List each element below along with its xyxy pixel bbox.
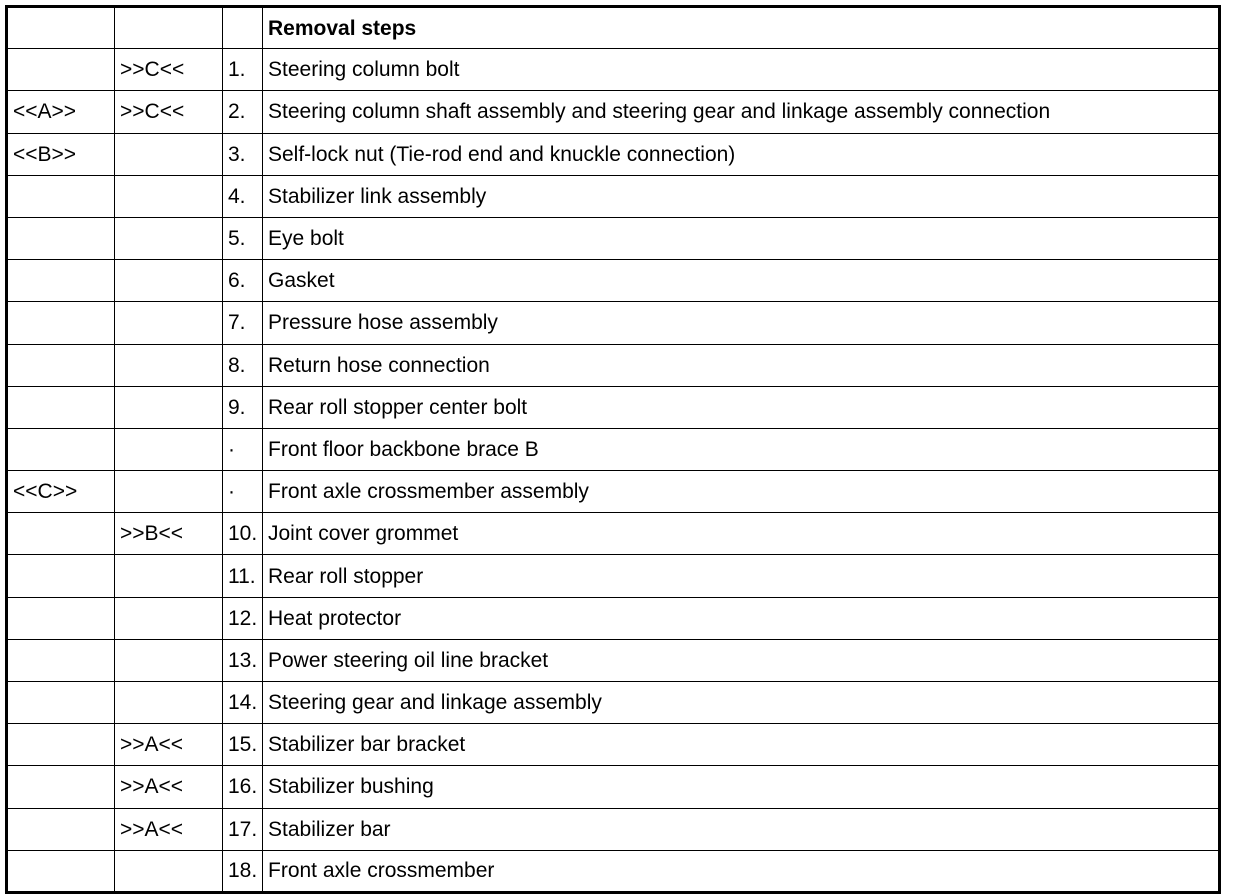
header-title: Removal steps xyxy=(263,7,1220,49)
step-description-cell: Stabilizer link assembly xyxy=(263,175,1220,217)
install-note-cell xyxy=(7,639,115,681)
table-row xyxy=(7,217,1220,259)
step-number-cell: 3. xyxy=(223,133,263,175)
removal-note-cell xyxy=(115,471,223,513)
step-number-cell: 7. xyxy=(223,302,263,344)
removal-note-cell: >>A<< xyxy=(115,766,223,808)
removal-note-cell xyxy=(115,555,223,597)
removal-note-cell xyxy=(115,133,223,175)
step-number-cell: 5. xyxy=(223,217,263,259)
install-note-cell xyxy=(7,260,115,302)
step-description-cell: Return hose connection xyxy=(263,344,1220,386)
table-row xyxy=(7,175,1220,217)
table-row xyxy=(7,302,1220,344)
step-number-cell: 18. xyxy=(223,850,263,892)
step-description-cell: Eye bolt xyxy=(263,217,1220,259)
install-note-cell: <<B>> xyxy=(7,133,115,175)
table-row xyxy=(7,471,1220,513)
removal-note-cell xyxy=(115,386,223,428)
install-note-cell xyxy=(7,428,115,470)
step-number-cell: 12. xyxy=(223,597,263,639)
header-install-note-cell xyxy=(7,7,115,49)
step-number-cell: 15. xyxy=(223,724,263,766)
install-note-cell xyxy=(7,682,115,724)
table-row xyxy=(7,850,1220,892)
install-note-cell xyxy=(7,808,115,850)
install-note-cell xyxy=(7,386,115,428)
removal-note-cell xyxy=(115,682,223,724)
step-number-cell: 8. xyxy=(223,344,263,386)
install-note-cell xyxy=(7,597,115,639)
install-note-cell xyxy=(7,175,115,217)
step-description-cell: Pressure hose assembly xyxy=(263,302,1220,344)
step-number-cell: · xyxy=(223,471,263,513)
step-description-cell: Rear roll stopper center bolt xyxy=(263,386,1220,428)
step-description-cell: Steering gear and linkage assembly xyxy=(263,682,1220,724)
step-number-cell: 14. xyxy=(223,682,263,724)
header-row xyxy=(7,7,1220,49)
step-number-cell: 17. xyxy=(223,808,263,850)
table-row xyxy=(7,766,1220,808)
removal-note-cell: >>C<< xyxy=(115,91,223,133)
removal-note-cell: >>A<< xyxy=(115,724,223,766)
install-note-cell xyxy=(7,49,115,91)
table-row xyxy=(7,344,1220,386)
step-number-cell: 2. xyxy=(223,91,263,133)
removal-note-cell xyxy=(115,639,223,681)
table-row xyxy=(7,513,1220,555)
removal-note-cell xyxy=(115,302,223,344)
install-note-cell: <<C>> xyxy=(7,471,115,513)
table-row xyxy=(7,133,1220,175)
table-row xyxy=(7,808,1220,850)
step-description-cell: Heat protector xyxy=(263,597,1220,639)
step-description-cell: Front axle crossmember xyxy=(263,850,1220,892)
table-row xyxy=(7,597,1220,639)
step-description-cell: Front floor backbone brace B xyxy=(263,428,1220,470)
table-row xyxy=(7,386,1220,428)
step-number-cell: 13. xyxy=(223,639,263,681)
table-row xyxy=(7,91,1220,133)
removal-note-cell xyxy=(115,597,223,639)
step-description-cell: Self-lock nut (Tie-rod end and knuckle connection) xyxy=(263,133,1220,175)
step-description-cell: Stabilizer bar bracket xyxy=(263,724,1220,766)
removal-note-cell: >>C<< xyxy=(115,49,223,91)
install-note-cell xyxy=(7,217,115,259)
table-row xyxy=(7,260,1220,302)
step-description-cell: Gasket xyxy=(263,260,1220,302)
removal-note-cell: >>A<< xyxy=(115,808,223,850)
step-number-cell: 1. xyxy=(223,49,263,91)
step-description-cell: Stabilizer bushing xyxy=(263,766,1220,808)
install-note-cell xyxy=(7,302,115,344)
table-row xyxy=(7,639,1220,681)
step-description-cell: Rear roll stopper xyxy=(263,555,1220,597)
install-note-cell xyxy=(7,344,115,386)
step-number-cell: 16. xyxy=(223,766,263,808)
removal-note-cell xyxy=(115,217,223,259)
step-description-cell: Front axle crossmember assembly xyxy=(263,471,1220,513)
step-description-cell: Power steering oil line bracket xyxy=(263,639,1220,681)
step-number-cell: 6. xyxy=(223,260,263,302)
install-note-cell xyxy=(7,850,115,892)
install-note-cell xyxy=(7,555,115,597)
removal-steps-body xyxy=(7,7,1220,893)
step-description-cell: Stabilizer bar xyxy=(263,808,1220,850)
removal-note-cell: >>B<< xyxy=(115,513,223,555)
removal-note-cell xyxy=(115,260,223,302)
header-number-cell xyxy=(223,7,263,49)
table-row xyxy=(7,555,1220,597)
install-note-cell xyxy=(7,513,115,555)
removal-note-cell xyxy=(115,428,223,470)
step-number-cell: 11. xyxy=(223,555,263,597)
table-row xyxy=(7,49,1220,91)
step-number-cell: 10. xyxy=(223,513,263,555)
step-number-cell: 9. xyxy=(223,386,263,428)
table-row xyxy=(7,724,1220,766)
step-number-cell: 4. xyxy=(223,175,263,217)
step-description-cell: Steering column bolt xyxy=(263,49,1220,91)
removal-note-cell xyxy=(115,175,223,217)
install-note-cell: <<A>> xyxy=(7,91,115,133)
removal-steps-table xyxy=(5,5,1221,894)
removal-note-cell xyxy=(115,850,223,892)
table-row xyxy=(7,428,1220,470)
table-row xyxy=(7,682,1220,724)
install-note-cell xyxy=(7,724,115,766)
step-number-cell: · xyxy=(223,428,263,470)
header-removal-note-cell xyxy=(115,7,223,49)
install-note-cell xyxy=(7,766,115,808)
step-description-cell: Joint cover grommet xyxy=(263,513,1220,555)
step-description-cell: Steering column shaft assembly and steering gear and linkage assembly connection xyxy=(263,91,1220,133)
removal-note-cell xyxy=(115,344,223,386)
